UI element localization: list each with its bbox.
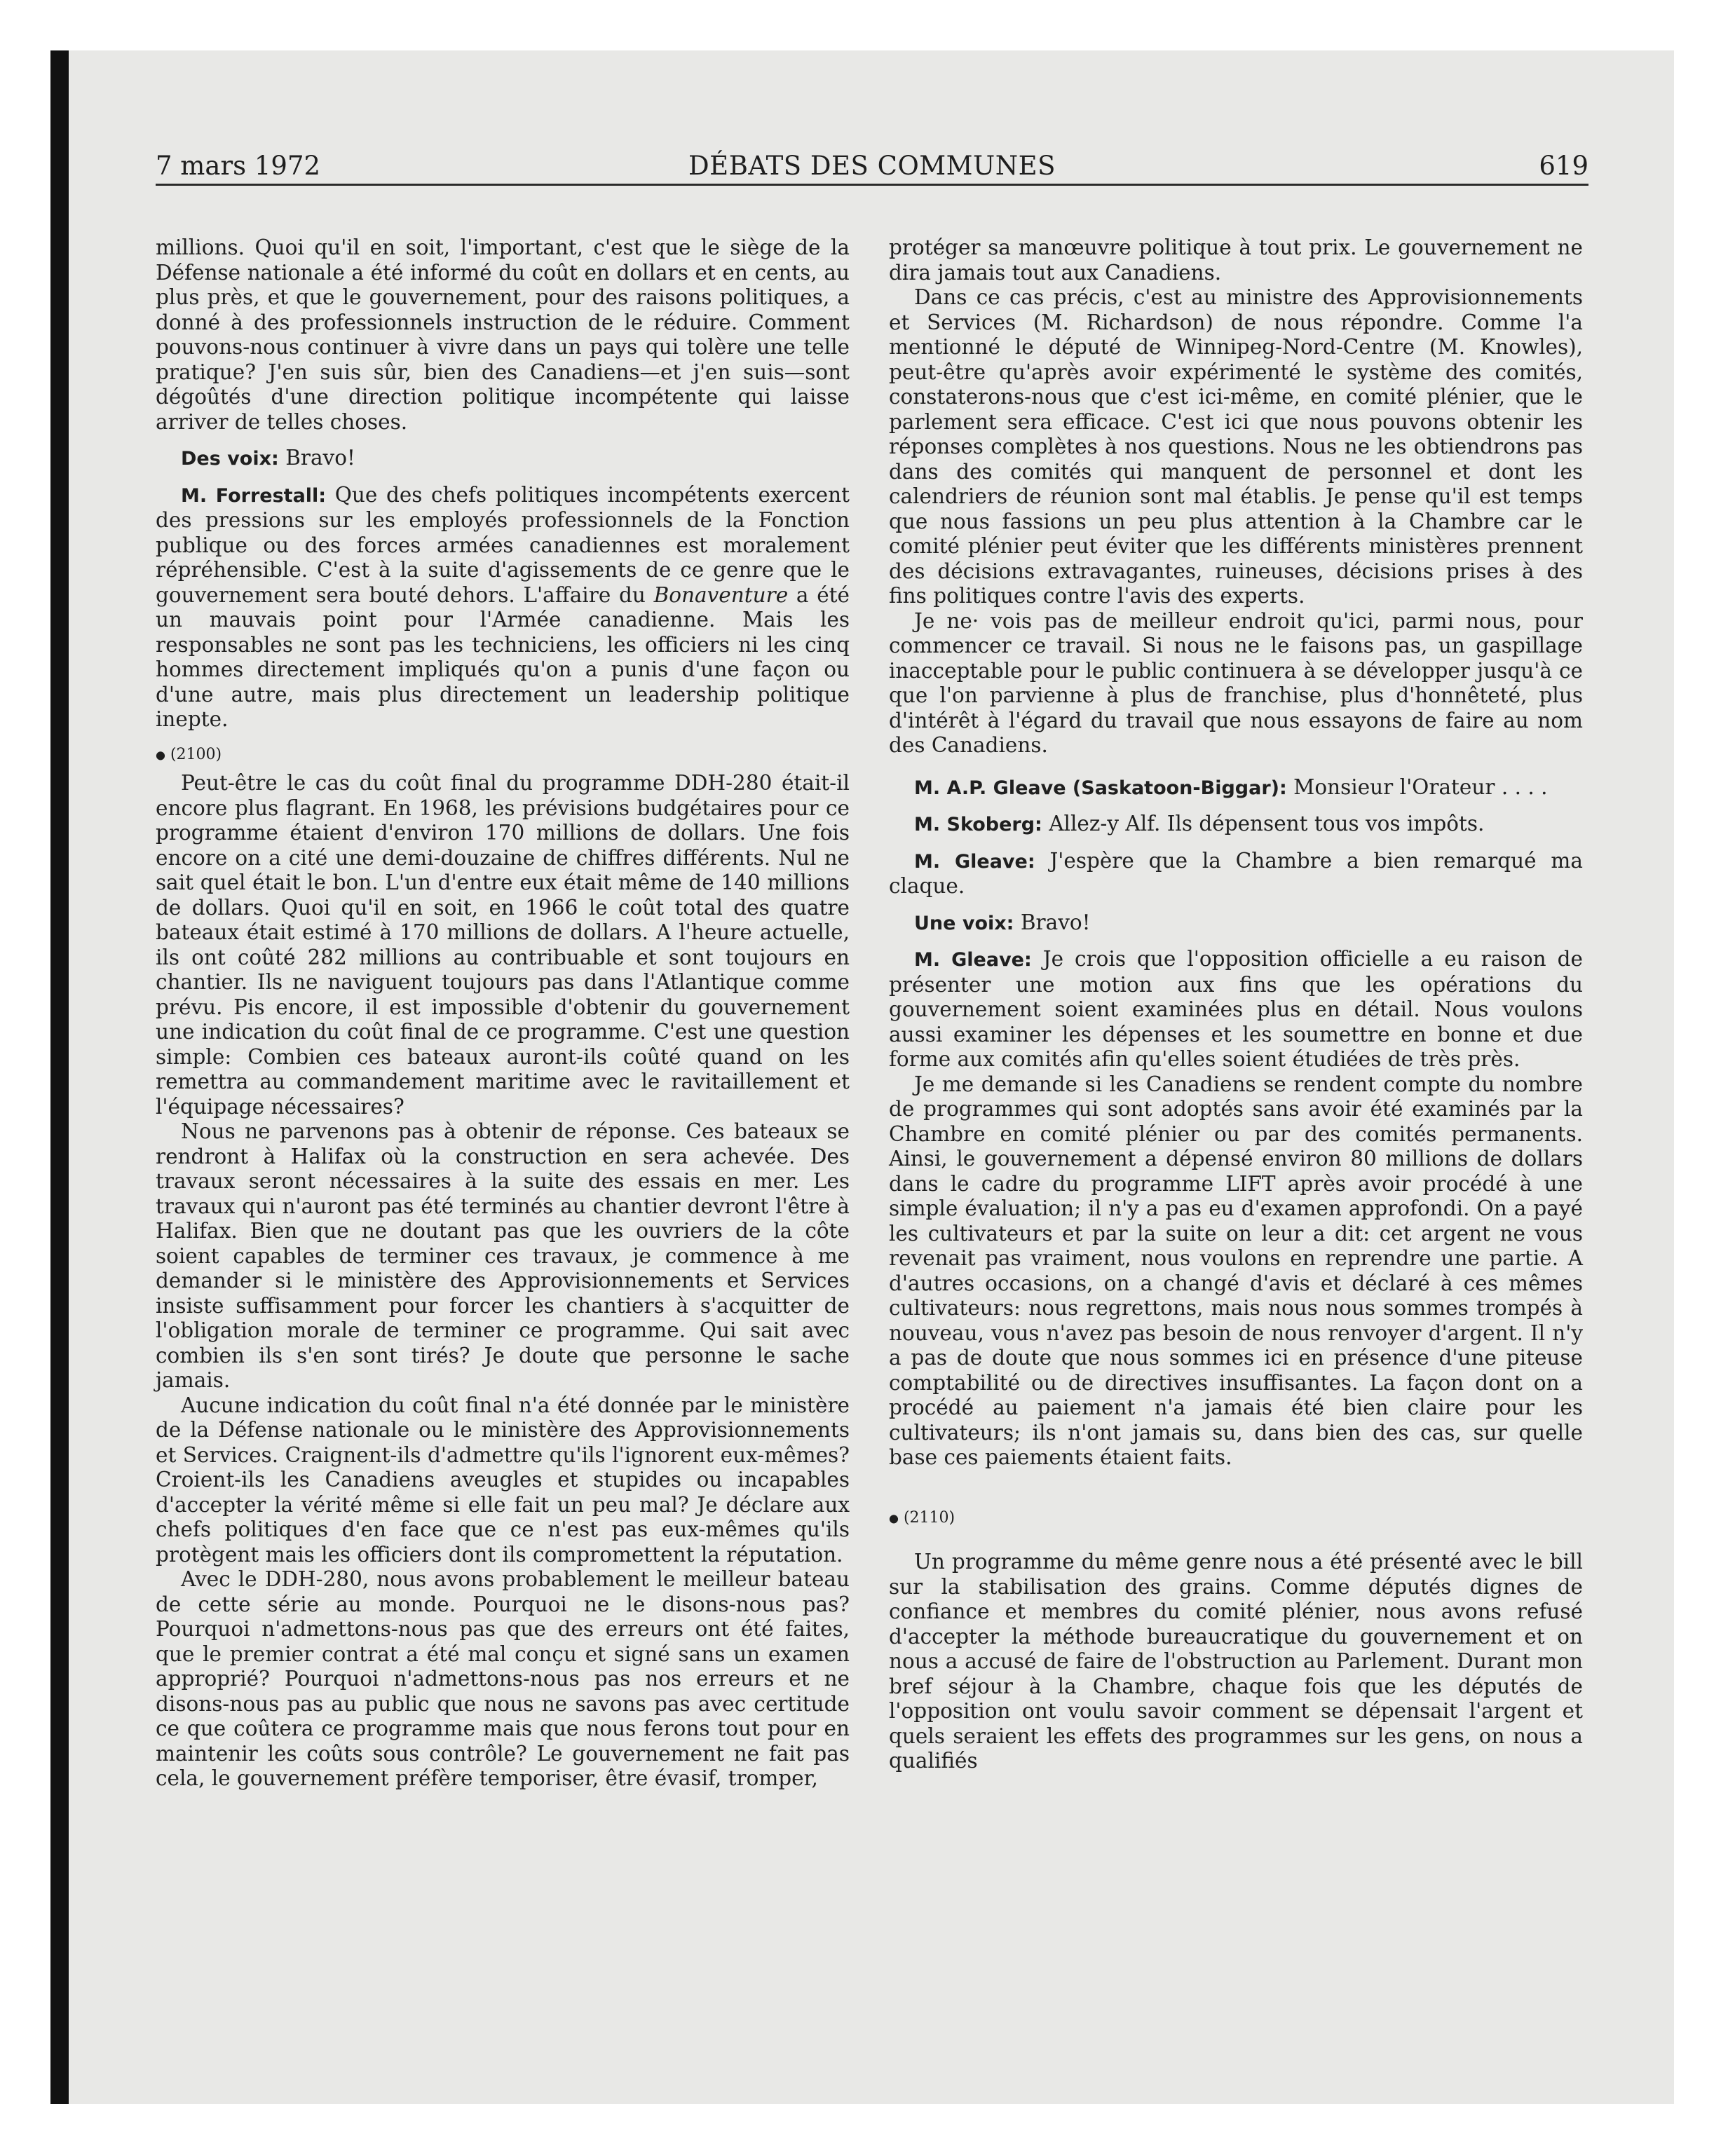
paragraph: protéger sa manœuvre politique à tout prix. Le gouvernement ne dira jamais tout aux Canadiens. — [889, 236, 1583, 285]
speech-text: Allez-y Alf. Ils dépensent tous vos impôts. — [1042, 812, 1485, 835]
speech-text: J'espère que la Chambre a bien remarqué ma claque. — [889, 848, 1583, 898]
scan-top-margin — [0, 0, 1735, 50]
right-column — [889, 236, 1583, 1774]
speech-entry — [889, 910, 1583, 936]
speech-text: Bravo! — [1014, 910, 1091, 934]
header-date: 7 mars 1972 — [156, 151, 321, 181]
speech-text: Monsieur l'Orateur . . . . — [1286, 775, 1548, 799]
time-marker — [889, 1506, 1583, 1531]
paragraph: Dans ce cas précis, c'est au ministre des Approvisionnements et Services (M. Richardson) de nous répondre. Comme l'a mentionné le député de Winnipeg-Nord-Centre (M. Knowles), peut-être qu'après avoir expérimenté le système des comités, constaterons-nous que c'est ici-même, en comité plénier, que le parlement sera efficace. C'est ici que nous pouvons obtenir les réponses complètes à nos questions. Nous ne les obtiendrons pas dans des comités qui manquent de personnel et dont les calendriers de réunion sont mal établis. Je pense qu'il est temps que nous fassions un peu plus attention à la Chambre car le comité plénier peut éviter que les différents ministères prennent des décisions extravagantes, ruineuses, décisions prises à des fins politiques contre l'avis des experts. — [889, 285, 1583, 608]
paragraph: Aucune indication du coût final n'a été donnée par le ministère de la Défense nationale ou le ministère des Approvisionnements et Services. Craignent-ils d'admettre qu'ils l'ignorent eux-mêmes? Croient-ils les Canadiens aveugles et stupides ou incapables d'accepter la vérité même si elle fait un peu mal? Je déclare aux chefs politiques d'en face que ce n'est pas eux-mêmes qu'ils protègent mais les officiers dont ils compromettent la réputation. — [156, 1393, 850, 1567]
time-marker — [156, 742, 850, 767]
paragraph: Nous ne parvenons pas à obtenir de réponse. Ces bateaux se rendront à Halifax où la construction en sera achevée. Des travaux seront nécessaires à la suite des essais en mer. Les travaux qui n'auront pas été terminés au chantier devront l'être à Halifax. Bien que ne doutant pas que les ouvriers de la côte soient capables de terminer ces travaux, je commence à me demander si le ministère des Approvisionnements et Services insiste suffisamment pour forcer les chantiers à s'acquitter de l'obligation morale de terminer ce programme. Qui sait avec combien ils s'en sont tirés? Je doute que personne le sache jamais. — [156, 1119, 850, 1393]
header-title: DÉBATS DES COMMUNES — [688, 151, 1056, 181]
left-column — [156, 236, 850, 1792]
speech-text: Je crois que l'opposition officielle a eu raison de présenter une motion aux fins que les opérations du gouvernement soient examinées plus en détail. Nous voulons aussi examiner les dépenses et les soumettre en bonne et due forme aux comités afin qu'elles soient étudiées de très près. — [889, 947, 1583, 1071]
speaker-name: M. Skoberg: — [914, 814, 1042, 835]
paragraph: millions. Quoi qu'il en soit, l'important, c'est que le siège de la Défense nationale a été informé du coût en dollars et en cents, au plus près, et que le gouvernement, pour des raisons politiques, a donné à des professionnels instruction de le réduire. Comment pouvons-nous continuer à vivre dans un pays qui tolère une telle pratique? J'en suis sûr, bien des Canadiens—et j'en suis—sont dégoûtés d'une direction politique incompétente qui laisse arriver de telles choses. — [156, 236, 850, 434]
speech-entry — [889, 812, 1583, 838]
scan-binding-edge — [50, 50, 69, 2104]
speech-entry — [889, 947, 1583, 1072]
speech-entry — [156, 483, 850, 732]
speech-entry — [156, 446, 850, 472]
paragraph: Je me demande si les Canadiens se rendent compte du nombre de programmes qui sont adoptés sans avoir été examinés par la Chambre en comité plénier ou par des comités permanents. Ainsi, le gouvernement a dépensé environ 80 millions de dollars dans le cadre du programme LIFT après avoir procédé à une simple évaluation; il n'y a pas eu d'examen approfondi. On a payé les cultivateurs et par la suite on leur a dit: cet argent ne vous revenait pas vraiment, nous voulons en reprendre une partie. A d'autres occasions, on a changé d'avis et déclaré à ces mêmes cultivateurs: nous regrettons, mais nous nous sommes trompés à nouveau, vous n'avez pas besoin de nous renvoyer d'argent. Il n'y a pas de doute que nous sommes ici en présence d'une piteuse comptabilité ou de directives insuffisantes. La façon dont on a procédé au paiement n'a jamais été bien claire pour les cultivateurs; ils n'ont jamais su, dans bien des cas, sur quelle base ces paiements étaient faits. — [889, 1072, 1583, 1469]
spacer — [889, 1471, 1583, 1496]
speaker-name: Une voix: — [914, 912, 1014, 934]
ship-name: Bonaventure — [653, 582, 789, 607]
bullet-icon: ● — [889, 1510, 899, 1524]
speaker-name: M. Gleave: — [914, 949, 1032, 971]
paragraph: Peut-être le cas du coût final du programme DDH-280 était-il encore plus flagrant. En 1968, les prévisions budgétaires pour ce programme étaient d'environ 170 millions de dollars. Une fois encore on a cité une demi-douzaine de chiffres différents. Nul ne sait quel était le bon. L'un d'entre eux était même de 140 millions de dollars. Quoi qu'il en soit, en 1966 le coût total des quatre bateaux était estimé à 170 millions de dollars. A l'heure actuelle, ils ont coûté 282 millions au contribuable et sont toujours en chantier. Ils ne naviguent toujours pas dans l'Atlantique comme prévu. Pis encore, il est impossible d'obtenir du gouvernement une indication du coût final de ce programme. C'est une question simple: Combien ces bateaux auront-ils coûté quand on les remettra au commandement maritime avec le ravitaillement et l'équipage nécessaires? — [156, 771, 850, 1119]
speech-text: Bravo! — [278, 446, 355, 470]
paragraph: Je ne· vois pas de meilleur endroit qu'ici, parmi nous, pour commencer ce travail. Si nous ne le faisons pas, un gaspillage inacceptable pour le public continuera à se développer jusqu'à ce que l'on parvienne à plus de franchise, plus d'honnêteté, plus d'intérêt à l'égard du travail que nous essayons de faire au nom des Canadiens. — [889, 608, 1583, 757]
speaker-name: M. A.P. Gleave (Saskatoon-Biggar): — [914, 777, 1287, 799]
speech-entry — [889, 849, 1583, 899]
speech-entry — [889, 775, 1583, 801]
speaker-name: Des voix: — [181, 448, 279, 470]
speech-text: Que des chefs politiques incompétents exercent des pressions sur les employés professionnels de la Fonction publique ou des forces armées canadiennes est moralement répréhensible. C'est à la suite d'agissements de ce genre que le gouvernement sera bouté dehors. L'affaire du — [156, 482, 850, 607]
header-page-number: 619 — [1539, 151, 1588, 181]
speech-text: a été un mauvais point pour l'Armée canadienne. Mais les responsables ne sont pas les techniciens, les officiers ni les cinq hommes directement impliqués qu'on a punis d'une façon ou d'une autre, mais plus directement un leadership politique inepte. — [156, 582, 850, 731]
page-header — [156, 150, 1588, 186]
time-marker-text: (2110) — [903, 1508, 955, 1527]
speaker-name: M. Gleave: — [914, 850, 1035, 873]
speaker-name: M. Forrestall: — [181, 484, 327, 507]
paragraph: Avec le DDH-280, nous avons probablement le meilleur bateau de cette série au monde. Pourquoi ne le disons-nous pas? Pourquoi n'admettons-nous pas que des erreurs ont été faites, que le premier contrat a été mal conçu et signé sans un examen approprié? Pourquoi n'admettons-nous pas nos erreurs et ne disons-nous pas au public que nous ne savons pas avec certitude ce que coûtera ce programme mais que nous ferons tout pour en maintenir les coûts sous contrôle? Le gouvernement ne fait pas cela, le gouvernement préfère temporiser, être évasif, tromper, — [156, 1567, 850, 1791]
bullet-icon: ● — [156, 747, 165, 761]
time-marker-text: (2100) — [170, 745, 222, 763]
spacer — [889, 1534, 1583, 1550]
paragraph: Un programme du même genre nous a été présenté avec le bill sur la stabilisation des grains. Comme députés dignes de confiance et membres du comité plénier, nous avons refusé d'accepter la méthode bureaucratique du gouvernement et on nous a accusé de faire de l'obstruction au Parlement. Durant mon bref séjour à la Chambre, chaque fois que les députés de l'opposition ont voulu savoir comment se dépensait l'argent et quels seraient les effets des programmes sur les gens, on nous a qualifiés — [889, 1550, 1583, 1773]
